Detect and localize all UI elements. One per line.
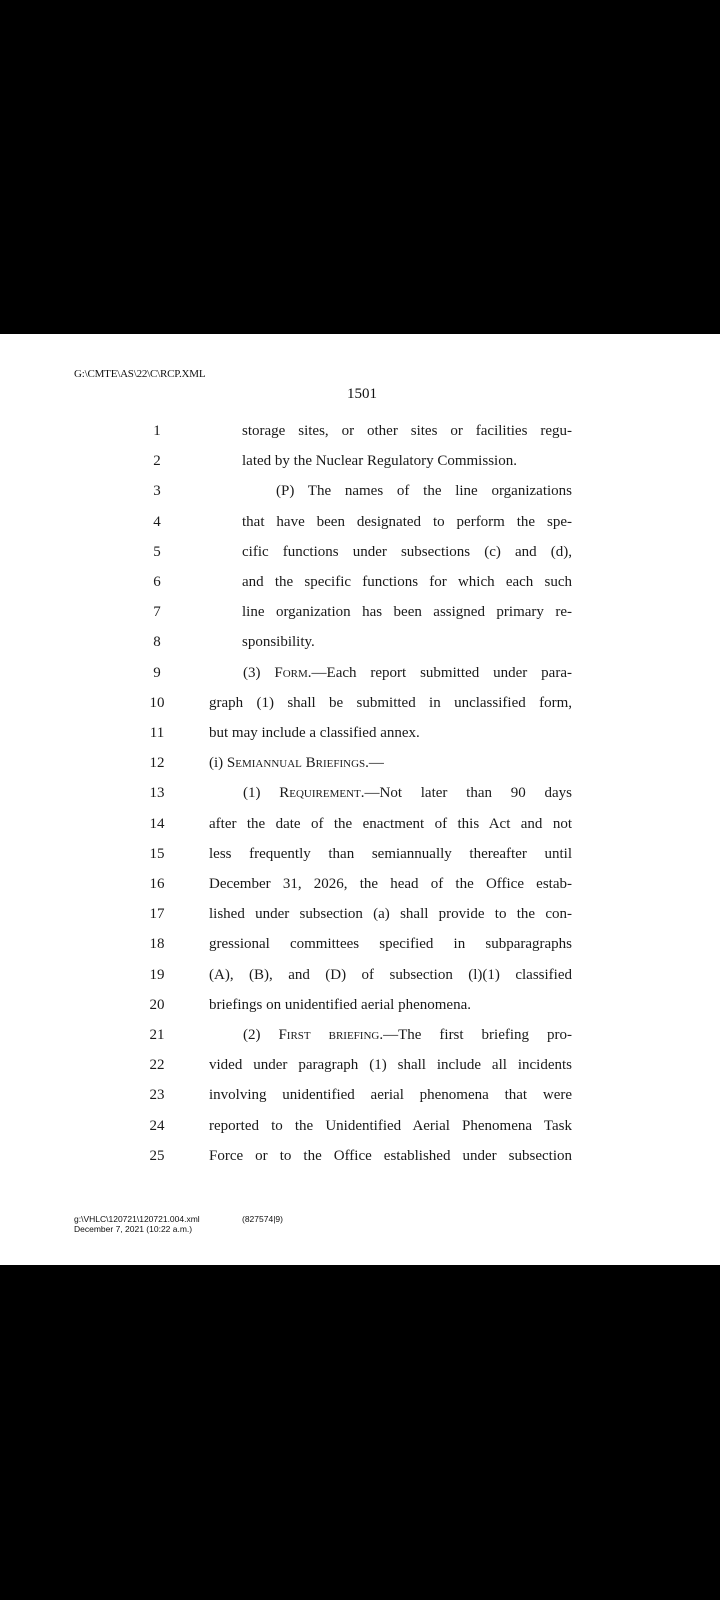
text-span: .—The first briefing pro-: [379, 1027, 572, 1043]
text-line: [0, 1083, 720, 1107]
line-text: [242, 449, 572, 473]
line-number: 2: [153, 453, 161, 470]
line-text: [209, 721, 572, 745]
text-line: [0, 630, 720, 654]
line-number: 15: [149, 845, 165, 862]
text-line: [0, 661, 720, 685]
line-number: 7: [153, 604, 161, 621]
text-line: [0, 872, 720, 896]
line-text: [209, 902, 572, 926]
line-number: 23: [149, 1087, 165, 1104]
text-span: that have been designated to perform the spe-: [242, 513, 572, 530]
section-heading: Form: [274, 664, 308, 681]
text-span: less frequently than semiannually thereafter until: [209, 845, 572, 862]
line-number: 9: [153, 664, 161, 681]
text-span: (i): [209, 755, 227, 772]
text-line: [0, 842, 720, 866]
section-heading: Semiannual Briefings: [226, 755, 366, 772]
line-number: 10: [149, 694, 165, 711]
text-span: line organization has been assigned primary re-: [242, 604, 572, 621]
text-line: [0, 1053, 720, 1077]
text-span: (2): [243, 1027, 279, 1043]
line-text: [209, 691, 572, 715]
line-text: [276, 479, 572, 503]
line-number: 19: [149, 966, 165, 983]
text-span: .—Each report submitted under para-: [307, 664, 572, 681]
page-number: 1501: [347, 386, 377, 402]
text-line: [0, 1144, 720, 1168]
text-line: [0, 600, 720, 624]
text-span: involving unidentified aerial phenomena that were: [209, 1087, 572, 1104]
text-span: vided under paragraph (1) shall include all incidents: [209, 1057, 572, 1074]
file-path-header: G:\CMTE\AS\22\C\RCP.XML: [74, 368, 206, 380]
text-line: [0, 479, 720, 503]
line-text: [242, 540, 572, 564]
line-text: [243, 661, 572, 685]
text-line: [0, 963, 720, 987]
text-line: [0, 781, 720, 805]
text-line: [0, 419, 720, 443]
text-line: [0, 902, 720, 926]
line-number: 22: [149, 1057, 165, 1074]
line-number: 5: [153, 543, 161, 560]
line-number: 1: [153, 423, 161, 439]
section-heading: First briefing: [278, 1027, 380, 1043]
line-text: [242, 630, 572, 654]
line-number: 11: [149, 725, 165, 741]
text-line: [0, 1114, 720, 1138]
text-line: [0, 570, 720, 594]
text-span: Force or to the Office established under subsection: [209, 1147, 572, 1164]
text-line: [0, 1023, 720, 1047]
text-span: graph (1) shall be submitted in unclassified form,: [209, 694, 572, 711]
text-span: after the date of the enactment of this Act and not: [209, 815, 572, 832]
line-number: 16: [149, 876, 165, 892]
text-line: [0, 932, 720, 956]
text-span: .—: [365, 755, 384, 772]
text-span: but may include a classified annex.: [209, 725, 420, 741]
line-number: 4: [153, 513, 161, 530]
footer-file-path: g:\VHLC\120721\120721.004.xml: [74, 1214, 200, 1224]
text-line: [0, 510, 720, 534]
line-number: 17: [149, 906, 165, 923]
footer-document-code: (827574|9): [242, 1214, 283, 1224]
text-line: [0, 691, 720, 715]
text-span: December 31, 2026, the head of the Office estab-: [209, 876, 572, 892]
line-text: [242, 510, 572, 534]
text-span: (A), (B), and (D) of subsection (l)(1) classified: [209, 966, 572, 983]
line-text: [243, 1023, 572, 1047]
document-page: [0, 334, 720, 1265]
line-number: 25: [149, 1147, 165, 1164]
text-line: [0, 449, 720, 473]
text-span: storage sites, or other sites or facilities regu-: [242, 423, 572, 439]
line-text: [209, 1053, 572, 1077]
line-number: 20: [149, 996, 165, 1013]
text-line: [0, 812, 720, 836]
line-text: [209, 872, 572, 896]
line-text: [209, 842, 572, 866]
line-number: 8: [153, 634, 161, 651]
line-number: 13: [149, 785, 165, 802]
text-span: cific functions under subsections (c) and (d),: [242, 543, 572, 560]
line-text: [209, 993, 572, 1017]
text-line: [0, 540, 720, 564]
text-span: sponsibility.: [242, 634, 315, 651]
line-number: 14: [149, 815, 165, 832]
line-text: [209, 1114, 572, 1138]
line-text: [209, 963, 572, 987]
line-number: 3: [153, 483, 161, 500]
text-span: .—Not later than 90 days: [360, 785, 572, 802]
text-span: lated by the Nuclear Regulatory Commission.: [242, 453, 517, 470]
line-text: [209, 751, 572, 775]
line-number: 6: [153, 574, 161, 590]
line-number: 21: [149, 1027, 165, 1043]
line-text: [209, 1144, 572, 1168]
text-span: (P) The names of the line organizations: [276, 483, 572, 500]
line-text: [243, 781, 572, 805]
text-line: [0, 751, 720, 775]
line-text: [209, 932, 572, 956]
document-footer: [74, 1214, 283, 1234]
line-number: 12: [149, 755, 165, 772]
text-span: briefings on unidentified aerial phenomena.: [209, 996, 471, 1013]
text-span: reported to the Unidentified Aerial Phenomena Task: [209, 1117, 572, 1134]
line-text: [242, 419, 572, 443]
text-span: (1): [243, 785, 280, 802]
line-text: [242, 600, 572, 624]
line-number: 24: [149, 1117, 165, 1134]
line-text: [242, 570, 572, 594]
text-line: [0, 721, 720, 745]
footer-timestamp: December 7, 2021 (10:22 a.m.): [74, 1224, 193, 1234]
text-line: [0, 993, 720, 1017]
text-span: and the specific functions for which each such: [242, 574, 572, 590]
line-text: [209, 1083, 572, 1107]
line-text: [209, 812, 572, 836]
text-span: lished under subsection (a) shall provide to the con-: [209, 906, 572, 923]
text-span: (3): [243, 664, 275, 681]
section-heading: Requirement: [279, 785, 361, 802]
line-number: 18: [149, 936, 165, 953]
text-span: gressional committees specified in subparagraphs: [209, 936, 572, 953]
